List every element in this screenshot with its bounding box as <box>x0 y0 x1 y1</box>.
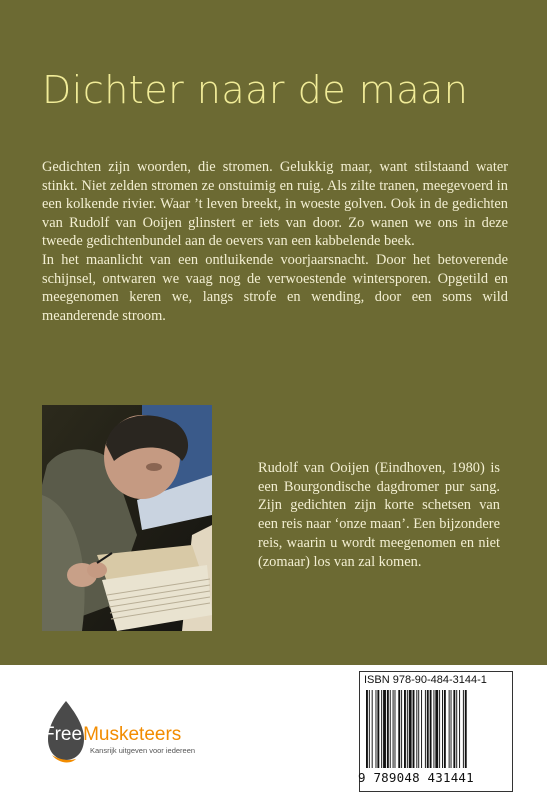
barcode-bar <box>413 690 415 768</box>
barcode-bar <box>383 690 386 768</box>
author-bio: Rudolf van Ooijen (Eindhoven, 1980) is een Bourgondische dagdromer pur sang. Zijn gedichten zijn korte schetsen van een reis naar ‘onze maan’. Een bijzondere reis, waarin u wordt meegenomen en niet (zomaar) los van zal komen. <box>258 460 500 570</box>
barcode-bar <box>387 690 389 768</box>
barcode-bar <box>395 690 396 768</box>
publisher-name-free: Free <box>43 724 83 745</box>
barcode-bar <box>435 690 438 768</box>
barcode-bar <box>377 690 379 768</box>
barcode-bar <box>456 690 457 768</box>
barcode-bar <box>372 690 373 768</box>
book-title: Dichter naar de maan <box>42 68 469 112</box>
barcode-bar <box>416 690 417 768</box>
barcode-bar <box>427 690 429 768</box>
publisher-name <box>43 724 181 746</box>
barcode-bar <box>390 690 391 768</box>
barcode-bar <box>425 690 426 768</box>
barcode-bar <box>376 690 377 768</box>
barcode-bar <box>369 690 370 768</box>
barcode-bar <box>393 690 394 768</box>
barcode-bar <box>451 690 452 768</box>
barcode-digits: 9 789048 431441 <box>358 770 474 785</box>
barcode-bar <box>433 690 434 768</box>
barcode-bar <box>409 690 412 768</box>
barcode-bar <box>449 690 450 768</box>
barcode-bar <box>439 690 440 768</box>
isbn-number: ISBN 978-90-484-3144-1 <box>364 674 487 686</box>
barcode-bar <box>381 690 382 768</box>
publisher-tagline: Kansrijk uitgeven voor iedereen <box>90 746 196 755</box>
barcode-bar <box>366 690 368 768</box>
barcode-bar <box>444 690 446 768</box>
barcode-bar <box>407 690 408 768</box>
blurb-paragraph-1: Gedichten zijn woorden, die stromen. Gelukkig maar, want stilstaand water stinkt. Niet zelden stromen ze onstuimig en ruig. Als zilte tranen, meegevoerd in een kolkende rivier. Waar ’t leven breekt, in woeste golven. Ook in de gedichten van Rudolf van Ooijen glinstert er iets van door. Zo wanen we ons in deze tweede gedichtenbundel aan de oevers van een kabbelende beek. <box>42 159 508 250</box>
barcode-bar <box>465 690 467 768</box>
author-photo <box>42 405 212 631</box>
barcode-bar <box>463 690 464 768</box>
barcode-bar <box>401 690 402 768</box>
blurb-text <box>42 158 508 325</box>
barcode-bar <box>404 690 406 768</box>
publisher-name-musketeers: Musketeers <box>83 724 182 745</box>
barcode-bar <box>398 690 400 768</box>
isbn-barcode <box>366 690 504 768</box>
barcode-bar <box>430 690 432 768</box>
blurb-paragraph-2: In het maanlicht van een ontluikende voorjaarsnacht. Door het betoverende schijnsel, ontwaren we vaag nog de verwoestende wintersporen. Opgetild en meegenomen keren we, langs strofe en wending, door een soms wild meanderende stroom. <box>42 251 508 324</box>
barcode-bar <box>442 690 443 768</box>
barcode-bar <box>418 690 419 768</box>
barcode-bar <box>459 690 460 768</box>
barcode-bar <box>421 690 422 768</box>
barcode-bar <box>453 690 455 768</box>
